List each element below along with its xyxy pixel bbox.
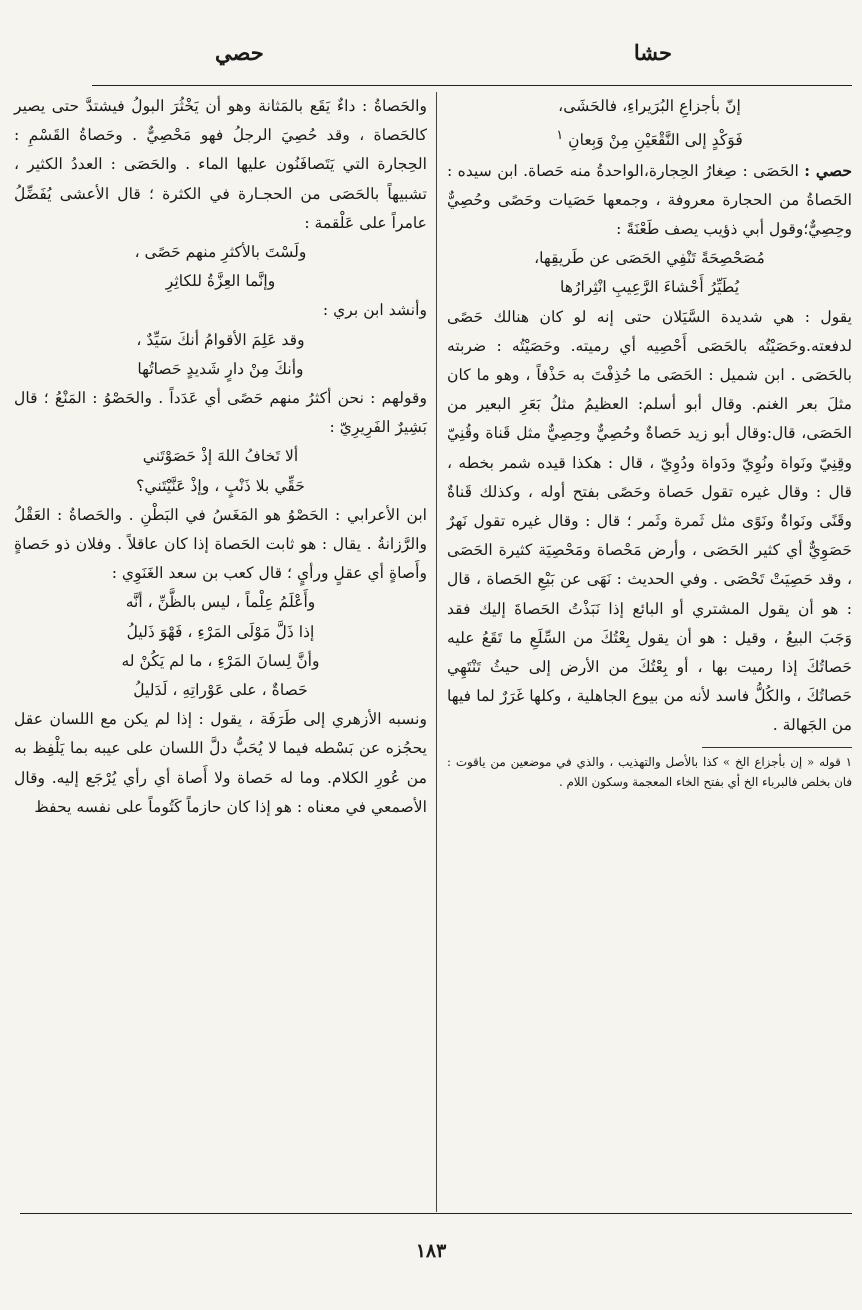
verse-line: حَصاةٌ ، على عَوْراتِهِ ، لَدَليلُ	[133, 681, 308, 700]
footnote: ١ قوله « إن بأجزاع الخ » كذا بالأصل والتهذيب ، والذي في موضعين من ياقوت : فان بخلص فالبرباء الخ أي بفتح الخاء المعجمة وسكون اللام .	[447, 754, 852, 789]
header-left-word: حصي	[215, 40, 264, 65]
page-number: ١٨٣	[415, 1240, 447, 1262]
verse-line: يُطَيِّرُ أَحْشاءَ الرَّعِيبِ انْثِرارُها	[559, 278, 740, 297]
left-column	[14, 92, 427, 822]
column-divider	[436, 92, 437, 1212]
verse-line: ألا تَخافُ اللهَ إذْ حَصَوْتَني	[142, 447, 299, 466]
entry-paragraph	[447, 156, 852, 245]
verse-line: حَقِّي بلا ذَنْبٍ ، وإذْ عَنَّيْتَني؟	[136, 476, 305, 495]
verse-line	[447, 121, 852, 155]
paragraph: وأنشد ابن بري :	[322, 301, 427, 320]
header-rule	[92, 85, 852, 86]
verse-line: وأنكَ مِنْ دارٍ شَديدٍ حَصاتُها	[137, 359, 304, 378]
verse-line	[447, 92, 852, 121]
footnote-separator	[702, 747, 852, 748]
verse-line: ولَسْتَ بالأكثرِ منهم حَصًى ،	[134, 243, 307, 262]
verse-line: وأَعْلَمُ عِلْماً ، ليس بالظَّنِّ ، أنَّه	[125, 593, 316, 612]
paragraph: ابن الأعرابي : الحَصْوُ هو المَغَسُ في البَطْنِ . والحَصاةُ : العَقْلُ والرَّزانةُ . يقال : هو ثابت الحَصاة إذا كان عاقلاً . وفلان ذو حَصاةٍ وأَصاةٍ أي عقلٍ ورأيٍ ؛ قال كعب بن سعد الغَنَوِي :	[14, 505, 427, 583]
paragraph: والحَصاةُ : داءٌ يَقَع بالمَثانة وهو أن يَخْثُرَ البولُ فيشتدَّ حتى يصير كالحَصاة ، وقد حُصِيَ الرجلُ فهو مَحْصِيٌّ . وحَصاةُ القَسْمِ : الحِجارة التي يَتَصافَنُون عليها الماء . والحَصَى : العددُ الكثير ، تشبيهاً بالحَصَى من الحجـارة في الكثرة ؛ قال الأعشى يُفَضِّلُ عامراً على عَلْقمة :	[14, 97, 427, 232]
footnote-marker: ١	[556, 128, 564, 144]
verse-line: مُصَحْصِحَةً تَنْفِي الحَصَى عن طَريقِها،	[534, 249, 765, 268]
verse-line: وقد عَلِمَ الأقوامُ أنكَ سَيِّدٌ ،	[136, 330, 305, 349]
verse-text: فَوَكْدٍ إلى النَّقْعَيْنِ مِنْ وَبِعانِ	[568, 131, 743, 150]
paragraph: ونسبه الأزهري إلى طَرَفَة ، يقول : إذا لم يكن مع اللسان عقل يحجُزه عن بَسْطه فيما لا يُحَبُّ دلَّ اللسان على عيبه بما يَلْفِظ به من عُورِ الكلام. وما له حَصاة ولا أَصاة أي رأي يُرْجَع إليه. وقال الأصمعي في معناه : هو إذا كان حازماً كَتُوماً على نفسه يحفظ	[14, 710, 427, 816]
verse-line: إذا ذَلَّ مَوْلَى المَرْءِ ، فَهْوَ ذَليلُ	[126, 622, 315, 641]
header-right-word: حشا	[633, 40, 672, 65]
right-column	[447, 92, 852, 792]
paragraph: يقول : هي شديدة السَّيَلان حتى إنه لو كان هنالك حَصًى لدفعته.وحَصَيْتُه بالحَصَى أَحْصِيه أي رميته. وحَصَيْتُه : ضربته بالحَصَى . ابن شميل : الحَصَى ما حُذِفْتَ به حَذْفاً ، وهو ما كان مثلَ بعر الغنم. وقال أبو أسلم: العظيمُ مثلُ بَعَرِ البعير من الحَصَى، قال:وقال أبو زيد حَصاةٌ وحُصِيٌّ وحِصِيٌّ مثل قَناة وقُنِيّ وقِنِيّ ونَواة ونُوِيّ ودَواة ودُوِيّ ، قال : هكذا قيده شمر بخطه ، قال : وقال غيره تقول حَصاة وحَصًى بفتح أوله ، وكذلك قَناةٌ وقَنًى ونَواةٌ ونَوًى مثل ثَمرة وثَمر ؛ قال : وقال غيره تقول نَهرٌ حَصَوِيٌّ أي كثير الحَصَى ، وأرض مَحْصاة ومَحْصِيَة كثيرة الحَصَى ، وقد حَصِيَتْ تَحْصَى . وفي الحديث : نَهَى عن بَيْعِ الحَصاة ، قال : هو أن يقول المشتري أو البائع إذا نَبَذْتُ الحَصاةَ إليك فقد وَجَبَ البيعُ ، وقيل : هو أن يقول بِعْتُكَ من السِّلَعِ ما تَقَعُ عليه حَصاتُكَ إذا رميت بها ، أو بِعْتُكَ من الأرض إلى حيثُ تَنْتَهِي حَصاتُكَ ، والكُلُّ فاسد لأنه من بيوع الجاهلية ، وكلها غَرَرٌ لما فيها من الجَهالة .	[447, 307, 852, 735]
verse-text: إنّ بأجزاعِ البُرَيراءِ، فالحَشَى،	[558, 97, 741, 115]
paragraph-text: الحَصَى : صِغارُ الحِجارة،الواحدةُ منه حَصاة. ابن سيده : الحَصاةُ من الحجارة معروفة ، وجمعها حَصَيات وحَصًى وحُصِيٌّ وحِصِيٌّ؛وقول أبي ذؤيب يصف طَعْنَةً :	[447, 161, 852, 238]
paragraph: وقولهم : نحن أكثرُ منهم حَصًى أي عَدَداً . والحَصْوُ : المَنْعُ ؛ قال بَشِيرٌ الفَرِيرِيّ :	[14, 389, 427, 437]
verse-line: وأنَّ لِسانَ المَرْءِ ، ما لم يَكُنْ له	[121, 651, 320, 670]
entry-headword: حصي :	[804, 160, 852, 180]
footer-rule	[20, 1213, 852, 1214]
verse-line: وإنَّما العِزَّةُ للكاثِرِ	[165, 272, 276, 291]
